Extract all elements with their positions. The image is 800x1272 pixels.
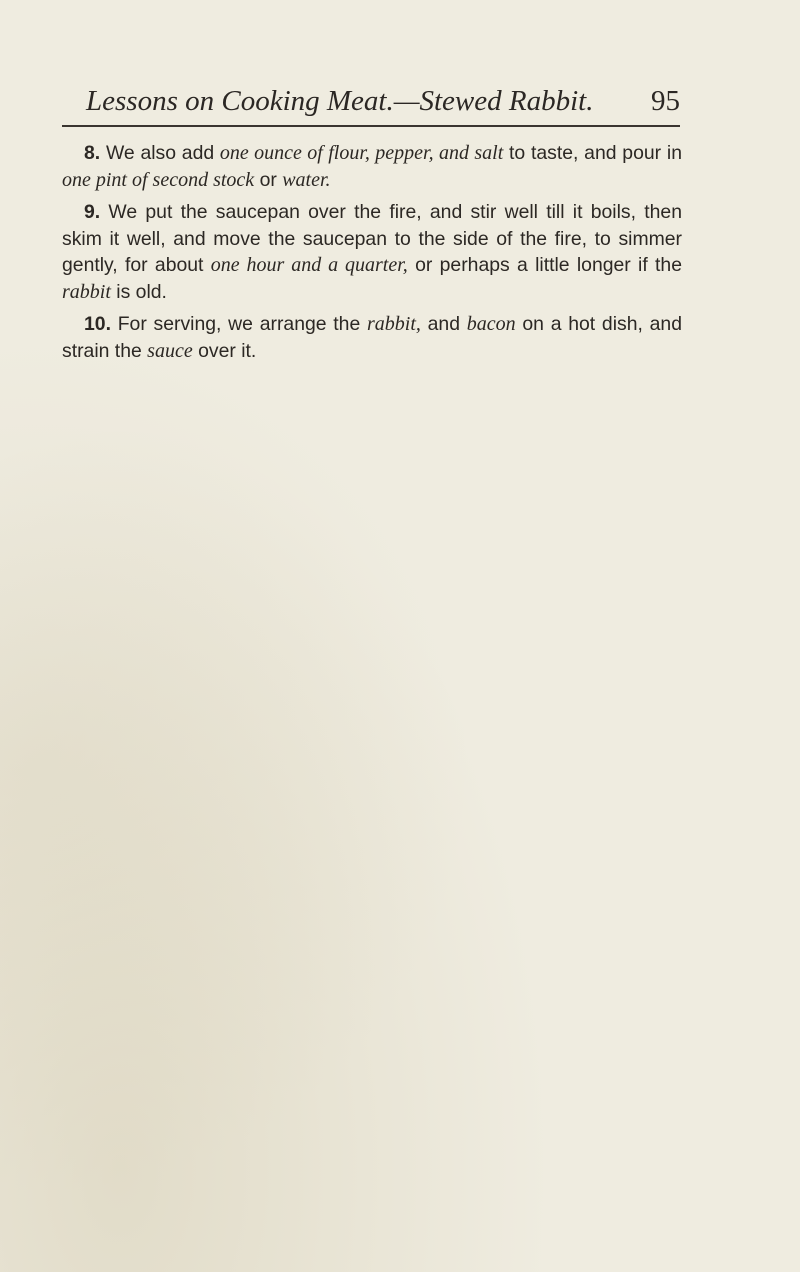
- paragraph-8: [62, 140, 682, 193]
- italic-run: one hour and a quarter,: [210, 254, 408, 276]
- text-run: or: [254, 168, 283, 191]
- text-run: over it.: [192, 339, 257, 362]
- paragraph-number: 8.: [84, 142, 101, 164]
- italic-run: rabbit: [62, 280, 111, 303]
- italic-run: one ounce of flour, pepper, and salt: [219, 142, 504, 164]
- running-head: [86, 84, 680, 124]
- italic-run: water.: [282, 168, 331, 191]
- body-text: [62, 140, 682, 370]
- italic-run: sauce: [147, 339, 193, 362]
- running-title: Lessons on Cooking Meat.—Stewed Rabbit.: [86, 85, 594, 117]
- text-run: on a hot dish, and strain the: [62, 313, 682, 362]
- paragraph-10: [62, 311, 682, 364]
- text-run: and: [420, 313, 467, 335]
- text-run: is old.: [110, 280, 167, 303]
- text-run: We also add: [100, 142, 220, 164]
- paragraph-number: 9.: [84, 201, 101, 223]
- italic-run: bacon: [466, 313, 516, 335]
- text-run: to taste, and pour in: [503, 142, 682, 164]
- paragraph-number: 10.: [84, 313, 111, 335]
- italic-run: one pint of second stock: [62, 168, 255, 191]
- page-number: 95: [651, 85, 680, 117]
- text-run: For serving, we arrange the: [110, 313, 367, 335]
- text-run: We put the saucepan over the fire, and stir well till it boils, then skim it well, and move the saucepan to the side of the fire, to simmer gently, for about: [62, 201, 682, 276]
- italic-run: rabbit,: [367, 313, 421, 335]
- text-run: or perhaps a little longer if the: [407, 254, 682, 276]
- paragraph-9: [62, 199, 682, 305]
- header-rule: [62, 125, 680, 127]
